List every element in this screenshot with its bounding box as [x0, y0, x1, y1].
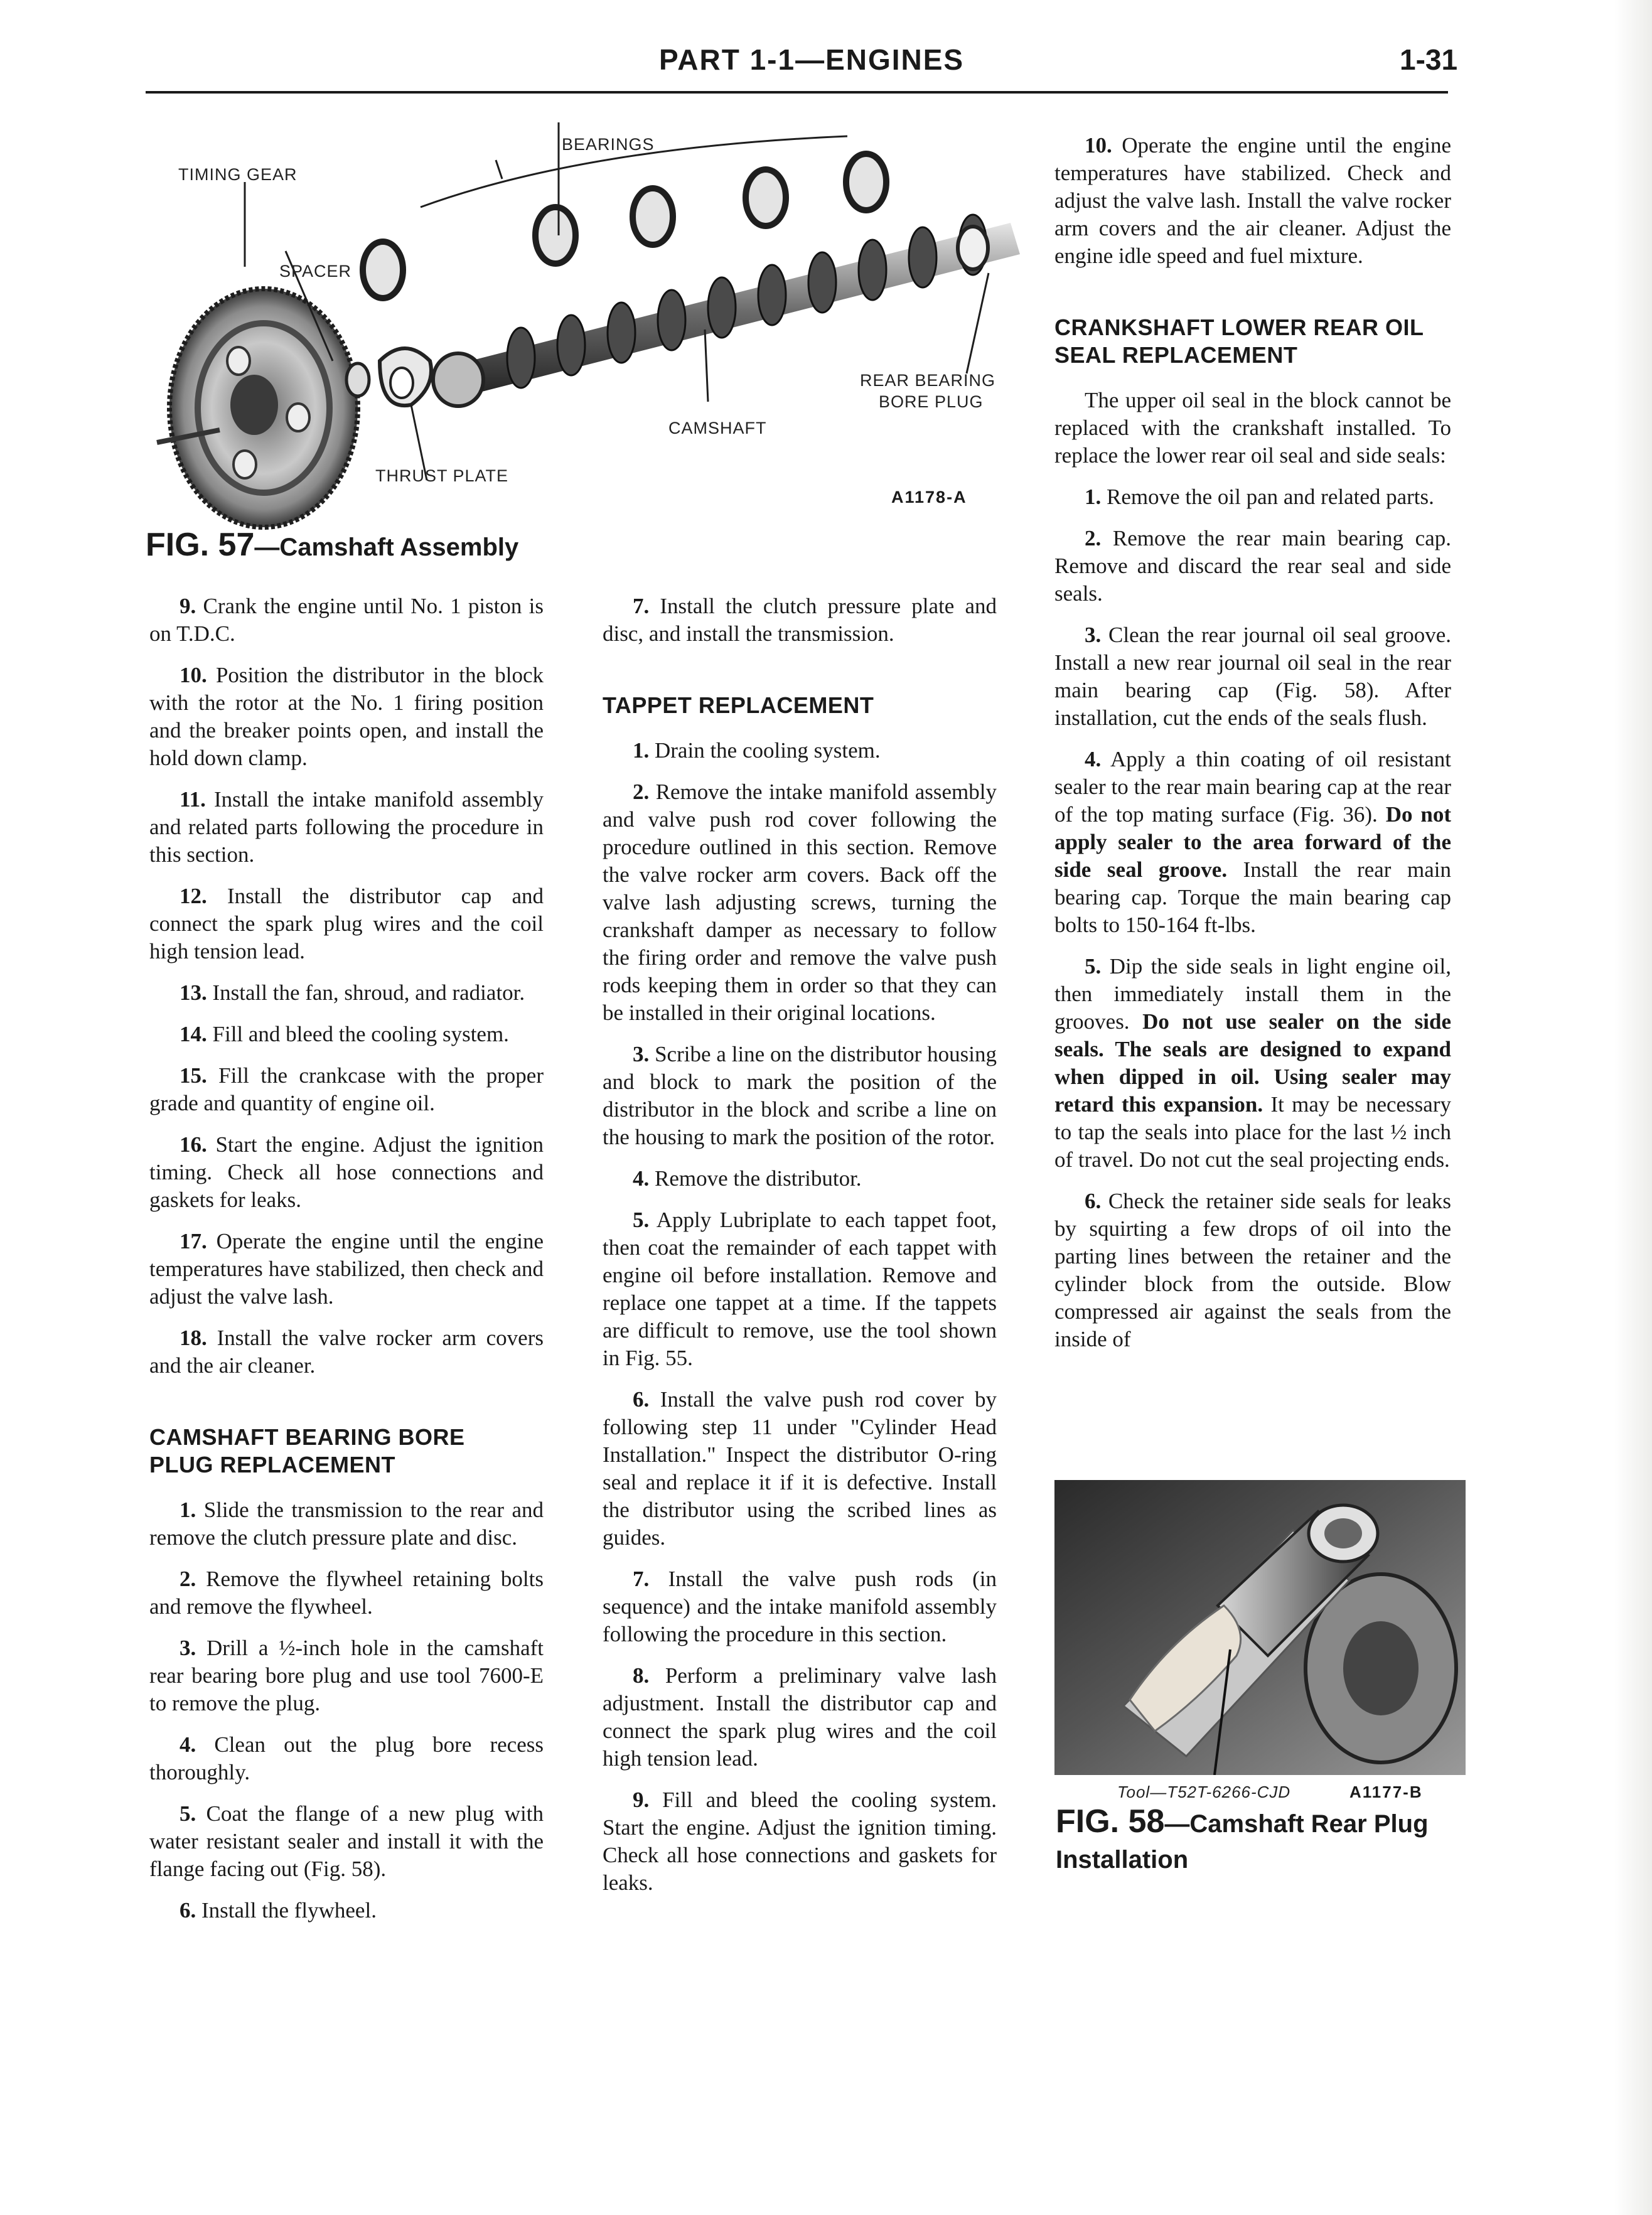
figure-57-camshaft-assembly — [144, 122, 1036, 562]
page-edge-shadow — [1614, 0, 1652, 2215]
step-item: 5. Coat the flange of a new plug with water resistant sealer and install it with the flange facing out (Fig. 58). — [149, 1801, 544, 1881]
step-item: 10. Operate the engine until the engine temperatures have stabilized. Check and adjust the valve lash. Install the valve rocker arm covers and the air cleaner. Adjust the engine idle speed and fuel mixture. — [1054, 133, 1451, 268]
step-item: 14. Fill and bleed the cooling system. — [180, 1022, 509, 1046]
steps-list-col1-b — [149, 1496, 544, 1924]
step-item: 1. Slide the transmission to the rear and remove the clutch pressure plate and disc. — [149, 1498, 544, 1550]
rear-plug-photo — [1054, 1480, 1466, 1775]
header-rule — [146, 91, 1448, 94]
step-item: 8. Perform a preliminary valve lash adjustment. Install the distributor cap and connect the spark plug wires and the coil high tension lead. — [603, 1663, 997, 1771]
figure-58-title-2: Installation — [1056, 1846, 1189, 1874]
section-heading-crankshaft-seal: CRANKSHAFT LOWER REAR OIL SEAL REPLACEMENT — [1054, 314, 1424, 368]
step-item: 7. Install the clutch pressure plate and disc, and install the transmission. — [603, 594, 997, 646]
step-item: 6. Check the retainer side seals for leaks by squirting a few drops of oil into the parting lines between the retainer and the cylinder block from the outside. Blow compressed air against the seals from the inside of — [1054, 1189, 1451, 1351]
step-item: 1. Drain the cooling system. — [633, 738, 881, 763]
step-item: 5. Apply Lubriplate to each tappet foot, then coat the remainder of each tappet with engine oil before installation. Remove and replace one tappet at a time. If the tappets are difficult to remove, use the tool shown in Fig. 55. — [603, 1208, 997, 1370]
label-thrust-plate: THRUST PLATE — [375, 466, 509, 485]
page-number: 1-31 — [1400, 43, 1458, 76]
step-item: 13. Install the fan, shroud, and radiator. — [180, 980, 525, 1005]
step-item: 6. Install the flywheel. — [180, 1898, 377, 1923]
step-item: 16. Start the engine. Adjust the ignition timing. Check all hose connections and gaskets for leaks. — [149, 1132, 544, 1212]
column-1 — [149, 593, 544, 1938]
step-item: 12. Install the distributor cap and connect the spark plug wires and the coil high tension lead. — [149, 884, 544, 963]
figure-57-title: —Camshaft Assembly — [254, 534, 519, 561]
figure-58-title-1: —Camshaft Rear Plug — [1164, 1810, 1429, 1838]
figure-57-caption — [146, 526, 518, 564]
step-item: 6. Install the valve push rod cover by following step 11 under "Cylinder Head Installation." Inspect the distributor O-ring seal and replace it if it is defective. Install the distributor using the scribed lines as guides. — [603, 1387, 997, 1550]
step-item: 15. Fill the crankcase with the proper grade and quantity of engine oil. — [149, 1063, 544, 1115]
warning-text: Do not apply sealer to the area forward of the side seal groove. — [1054, 802, 1451, 882]
steps-list-col1-a — [149, 593, 544, 1380]
step-item: 10. Position the distributor in the block with the rotor at the No. 1 firing position and the breaker points open, and install the hold down clamp. — [149, 663, 544, 770]
figure-58-caption — [1056, 1803, 1429, 1880]
step-item: 3. Clean the rear journal oil seal groove. Install a new rear journal oil seal in the rear main bearing cap (Fig. 58). After installation, cut the ends of the seals flush. — [1054, 623, 1451, 730]
step-item: 3. Scribe a line on the distributor housing and block to mark the position of the distributor in the block and scribe a line on the housing to mark the position of the rotor. — [603, 1042, 997, 1149]
intro-paragraph: The upper oil seal in the block cannot be replaced with the crankshaft installed. To replace the lower rear oil seal and side seals: — [1054, 388, 1451, 468]
label-spacer: SPACER — [279, 262, 352, 281]
step-item: 2. Remove the intake manifold assembly and valve push rod cover following the procedure outlined in this section. Remove the valve rocker arm covers. Back off the valve lash adjusting screws, turning the crankshaft damper as necessary to follow the firing order and remove the valve push rods keeping them in order so that they can be installed in their original locations. — [603, 780, 997, 1025]
step-item: 18. Install the valve rocker arm covers and the air cleaner. — [149, 1326, 544, 1378]
column-2 — [603, 593, 997, 1911]
step-item: 2. Remove the rear main bearing cap. Remove and discard the rear seal and side seals. — [1054, 526, 1451, 606]
step-item: 2. Remove the flywheel retaining bolts and remove the flywheel. — [149, 1567, 544, 1619]
column-3 — [1054, 132, 1451, 1367]
label-rear-bearing: REAR BEARING — [860, 371, 996, 390]
step-item: 5. Dip the side seals in light engine oil, then immediately install them in the grooves. Do not use sealer on the side seals. The seals are designed to expand when dipped in oil. Using sealer may retard this expansion. It may be necessary to tap the seals into place for the last ½ inch of travel. Do not cut the seal projecting ends. — [1054, 954, 1451, 1172]
figure-58-code: A1177-B — [1349, 1783, 1423, 1801]
thrust-plate-part — [380, 348, 431, 405]
step-item: 3. Drill a ½-inch hole in the camshaft rear bearing bore plug and use tool 7600-E to remove the plug. — [149, 1636, 544, 1715]
figure-58-tool-label: Tool—T52T-6266-CJD — [1117, 1783, 1291, 1801]
label-timing-gear: TIMING GEAR — [178, 165, 298, 184]
rear-bearing-bore-plug-part — [958, 227, 988, 269]
figure-58-number: FIG. 58 — [1056, 1803, 1165, 1840]
step-item: 11. Install the intake manifold assembly and related parts following the procedure in this section. — [149, 787, 544, 867]
label-bearings: BEARINGS — [562, 135, 655, 154]
label-camshaft: CAMSHAFT — [668, 419, 767, 437]
label-bore-plug: BORE PLUG — [879, 392, 984, 411]
step-item: 9. Crank the engine until No. 1 piston is on T.D.C. — [149, 594, 544, 646]
steps-list-col2-a — [603, 593, 997, 648]
step-item: 7. Install the valve push rods (in sequence) and the intake manifold assembly following the procedure in this section. — [603, 1567, 997, 1646]
section-heading-tappet-replacement: TAPPET REPLACEMENT — [603, 692, 874, 718]
page-header-title: PART 1-1—ENGINES — [659, 43, 965, 76]
section-heading-camshaft-bore-plug: CAMSHAFT BEARING BORE PLUG REPLACEMENT — [149, 1424, 465, 1478]
timing-gear-part — [157, 289, 358, 527]
step-item: 4. Apply a thin coating of oil resistant sealer to the rear main bearing cap at the rear of the top mating surface (Fig. 36). Do not apply sealer to the area forward of the side seal groove. Install the rear main bearing cap. Torque the main bearing cap bolts to 150-164 ft-lbs. — [1054, 747, 1451, 937]
figure-57-code: A1178-A — [891, 488, 967, 507]
figure-58-rear-plug-installation — [1054, 1480, 1466, 1806]
step-item: 4. Clean out the plug bore recess thoroughly. — [149, 1732, 544, 1784]
figure-57-number: FIG. 57 — [146, 527, 255, 563]
step-item: 4. Remove the distributor. — [633, 1166, 862, 1191]
steps-list-col2-b — [603, 737, 997, 1897]
step-item: 1. Remove the oil pan and related parts. — [1085, 485, 1434, 509]
step-item: 9. Fill and bleed the cooling system. Start the engine. Adjust the ignition timing. Check all hose connections and gaskets for leaks. — [603, 1788, 997, 1895]
step-item: 17. Operate the engine until the engine temperatures have stabilized, then check and adjust the valve lash. — [149, 1229, 544, 1309]
spacer-part — [346, 363, 369, 396]
warning-text: Do not use sealer on the side seals. The seals are designed to expand when dipped in oil. Using sealer may retard this expansion. — [1054, 1009, 1451, 1117]
